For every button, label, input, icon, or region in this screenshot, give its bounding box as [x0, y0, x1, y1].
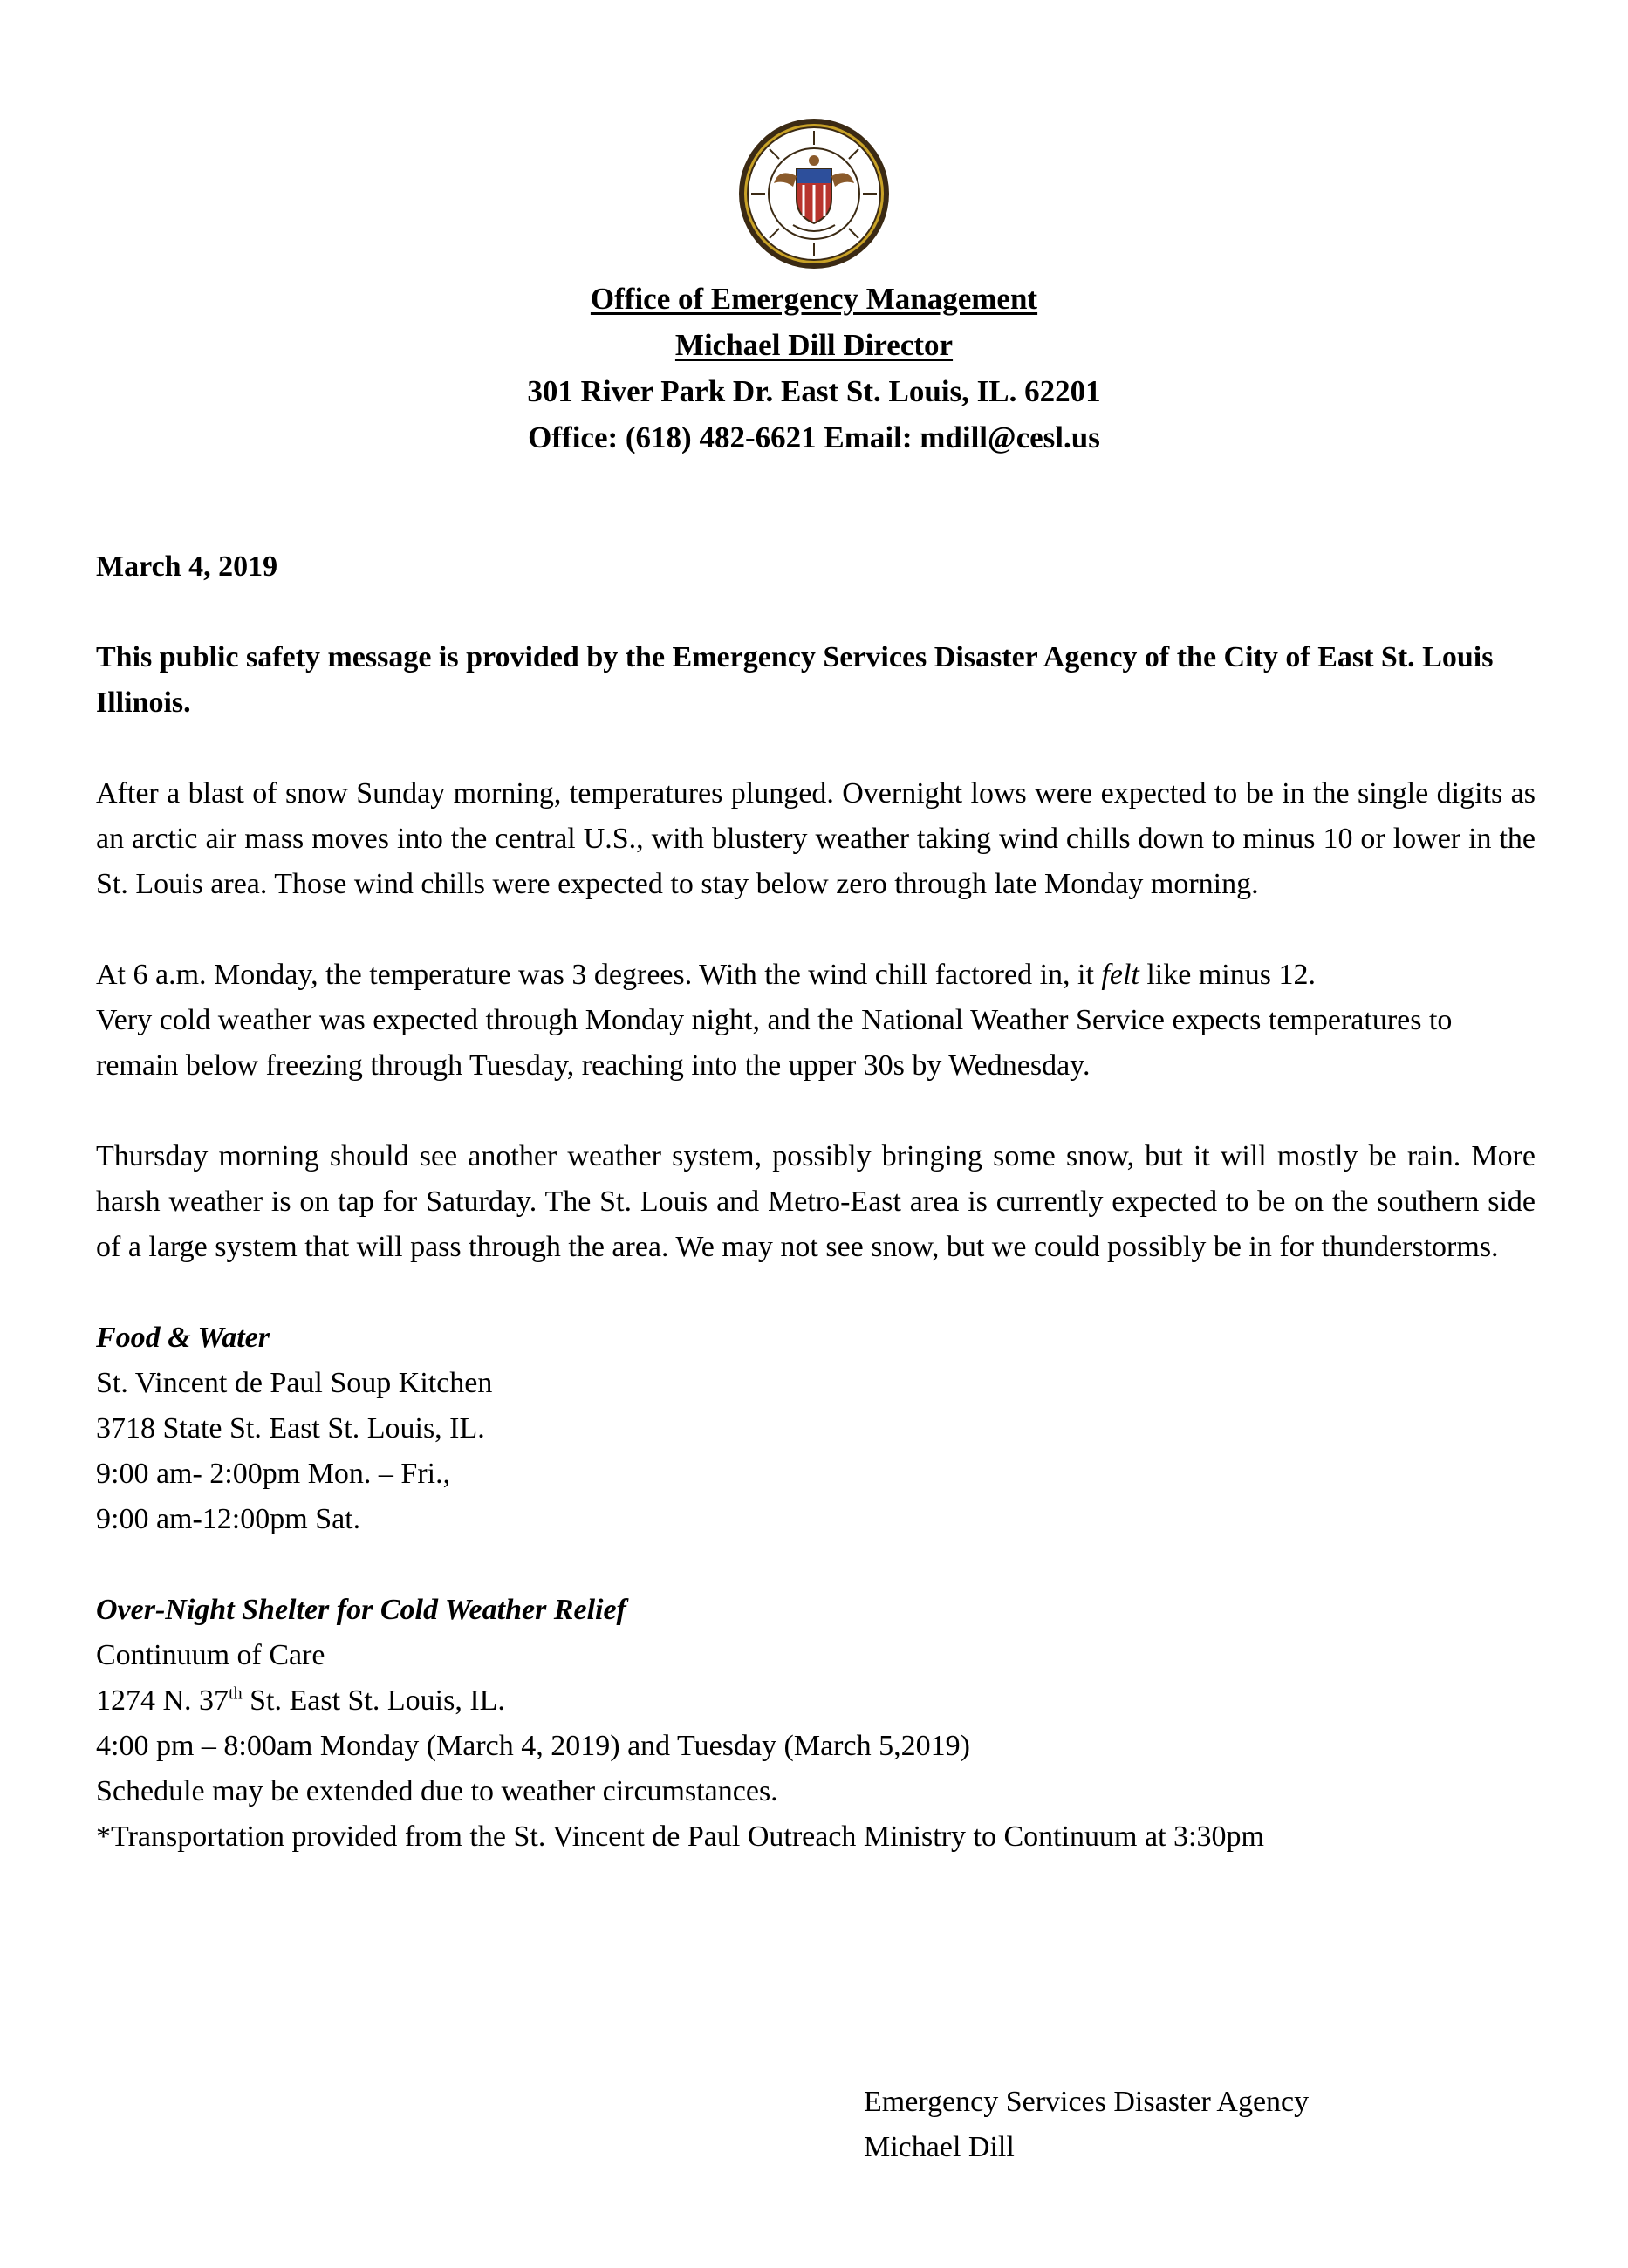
soup-kitchen-hours-saturday: 9:00 am-12:00pm Sat.	[96, 1503, 361, 1535]
shelter-section	[96, 1588, 1536, 1860]
shelter-address-number: 1274 N. 37	[96, 1684, 229, 1717]
food-water-heading: Food & Water	[96, 1322, 270, 1354]
shelter-address-suffix: th	[229, 1684, 243, 1704]
shelter-hours: 4:00 pm – 8:00am Monday (March 4, 2019) and Tuesday (March 5,2019)	[96, 1730, 970, 1762]
signature-name: Michael Dill	[864, 2131, 1015, 2163]
office-title: Office of Emergency Management	[590, 282, 1038, 316]
shelter-name: Continuum of Care	[96, 1639, 325, 1671]
soup-kitchen-address: 3718 State St. East St. Louis, IL.	[96, 1412, 485, 1445]
letter-body	[96, 544, 1536, 1905]
weather-paragraph-1: After a blast of snow Sunday morning, temperatures plunged. Overnight lows were expected to be in the single digits as an arctic air mass moves into the central U.S., with blustery weather taking wind chills down to minus 10 or lower in the St. Louis area. Those wind chills were expected to stay below zero through late Monday morning.	[96, 777, 1536, 900]
letter-date: March 4, 2019	[96, 550, 278, 583]
office-contact: Office: (618) 482-6621 Email: mdill@cesl.us	[528, 420, 1100, 454]
food-water-section	[96, 1315, 1536, 1542]
temperature-text: At 6 a.m. Monday, the temperature was 3 degrees. With the wind chill factored in, it	[96, 959, 1102, 991]
shelter-address	[96, 1678, 1536, 1724]
weather-paragraph-3: Thursday morning should see another weather system, possibly bringing some snow, but it will mostly be rain. More harsh weather is on tap for Saturday. The St. Louis and Metro-East area is currently expected to be on the southern side of a large system that will pass through the area. We may not see snow, but we could possibly be in for thunderstorms.	[96, 1140, 1536, 1263]
city-seal-icon	[735, 115, 893, 272]
shelter-transport-note: *Transportation provided from the St. Vincent de Paul Outreach Ministry to Continuum at 3:30pm	[96, 1821, 1264, 1853]
intro-statement: This public safety message is provided by the Emergency Services Disaster Agency of the City of East St. Louis Illinois.	[96, 641, 1494, 719]
shelter-schedule-note: Schedule may be extended due to weather circumstances.	[96, 1775, 778, 1807]
felt-emphasis: felt	[1101, 959, 1139, 991]
office-address: 301 River Park Dr. East St. Louis, IL. 62201	[527, 374, 1101, 408]
signature-agency: Emergency Services Disaster Agency	[864, 2086, 1310, 2118]
director-name: Michael Dill Director	[674, 328, 954, 362]
weather-paragraph-2	[96, 953, 1536, 1089]
wind-chill-text: like minus 12.	[1139, 959, 1316, 991]
soup-kitchen-hours-weekday: 9:00 am- 2:00pm Mon. – Fri.,	[96, 1458, 451, 1490]
signature-block	[864, 2080, 1309, 2170]
shelter-heading: Over-Night Shelter for Cold Weather Relief	[96, 1594, 626, 1626]
shelter-address-street: St. East St. Louis, IL.	[242, 1684, 505, 1717]
forecast-text: Very cold weather was expected through Monday night, and the National Weather Service expects temperatures to remain below freezing through Tuesday, reaching into the upper 30s by Wednesday.	[96, 1004, 1453, 1082]
letterhead	[0, 276, 1628, 461]
soup-kitchen-name: St. Vincent de Paul Soup Kitchen	[96, 1367, 493, 1399]
